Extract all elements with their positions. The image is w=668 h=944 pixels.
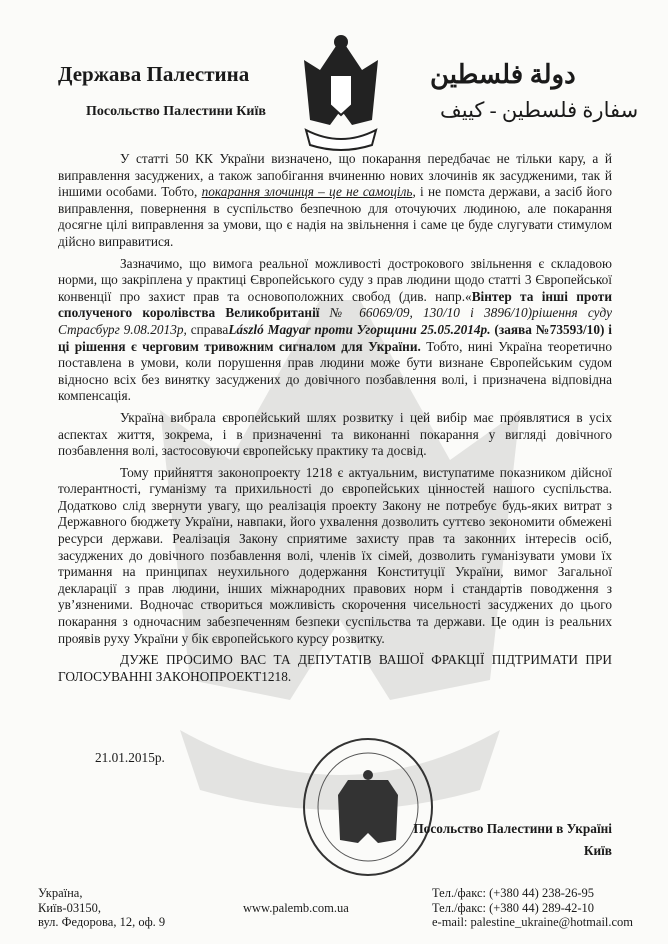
letter-date: 21.01.2015р. (95, 750, 165, 765)
paragraph-4: Тому прийняття законопроекту 1218 є актуальним, виступатиме показником дійсної толерантності, гуманізму та прихильності до європейських цінностей нашого суспільства. Додатково слід звернути увагу, що реалізація проекту Закону не потребує будь-яких витрат з Державного бюджету України, навпаки, його ухвалення дозволить суттєво зекономити обмежені ресурси держави. Реалізація Закону сприятиме захисту прав та законних інтересів осіб, засуджених до довічного позбавлення волі, членів їх сімей, дозволить гуманізувати умови їх тримання на принципах неухильного додержання Конституції України, вимог Загальної декларації з прав людини, інших міжнародних правових норм і стандартів поводження з ув’язненими. Водночас створиться можливість скорочення чисельності засуджених до цього покарання з одночасним забезпеченням безпеки суспільства та держави. Це один із реальних проявів руху України у бік європейського курсу розвитку. (58, 464, 612, 646)
footer-website[interactable]: www.palemb.com.ua (243, 901, 349, 915)
signature-embassy: Посольство Палестини в Україні (413, 821, 612, 836)
footer-email[interactable]: e-mail: palestine_ukraine@hotmail.com (432, 915, 634, 929)
footer-contacts: Тел./факс: (+380 44) 238-26-95 Тел./факс: (+380 44) 289-42-10 e-mail: palestine_ukraine@hotmail.com (432, 886, 634, 929)
signature-city: Київ (583, 843, 612, 858)
footer-address: Україна, Київ-03150, вул. Федорова, 12, оф. 9 (38, 886, 166, 929)
letterhead-title: Держава Палестина (58, 62, 250, 86)
eagle-emblem-icon (300, 30, 382, 155)
paragraph-2: Зазначимо, що вимога реальної можливості дострокового звільнення є складовою норми, що закріплена у практиці Європейського суду з прав людини щодо статті 3 Європейської конвенції про захист прав та основоположних свобод (див. напр.«Вінтер та інші проти сполученого королівства Великобританії № 66069/09, 130/10 і 3896/10)рішення суду Страсбург 9.08.2013р, справаLászló Magyar проти Угорщини 25.05.2014р. (заява №73593/10) і ці рішення є черговим тривожним сигналом для України. Тобто, нині Україна теоретично поставлена в умови, коли порушення прав людини може бути визнане Європейським судом відносно всіх без винятку засуджених до довічного позбавлення волі, і призначена відповідна компенсація. (58, 255, 613, 404)
paragraph-5-request: ДУЖЕ ПРОСИМО ВАС ТА ДЕПУТАТІВ ВАШОЇ ФРАКЦІЇ ПІДТРИМАТИ ПРИ ГОЛОСУВАННІ ЗАКОНОПРОЕКТ1218. (58, 652, 612, 684)
letterhead-subtitle: Посольство Палестини Київ (86, 104, 266, 119)
paragraph-1: У статті 50 КК України визначено, що покарання передбачає не тільки кару, а й виправлення засуджених, а також запобігання вчиненню нових злочинів як засудженими, так й іншими особами. Тобто, покарання злочинця – це не самоціль, і не помста держави, а засіб його виправлення, повернення в суспільство безпечною для оточуючих людиною, але покарання досягне цілі виправлення за умови, що є надія на звільнення і саме це буде слугувати стимулом дійсно виправитися. (58, 151, 612, 249)
letter-body (58, 151, 612, 685)
signature-block (413, 818, 612, 862)
paragraph-3: Україна вибрала європейський шлях розвитку і цей вибір має проявлятися в усіх аспектах життя, зокрема, і в призначенні та виконанні покарання у вигляді довічного позбавлення волі, застосовуючи європейську практику та досвід. (58, 409, 612, 459)
letterhead-arabic-subtitle: سفارة فلسطين - كييف (440, 98, 639, 122)
letterhead-arabic-title: دولة فلسطين (430, 60, 576, 89)
emphasis-text: покарання злочинця – це не самоціль (201, 184, 413, 200)
